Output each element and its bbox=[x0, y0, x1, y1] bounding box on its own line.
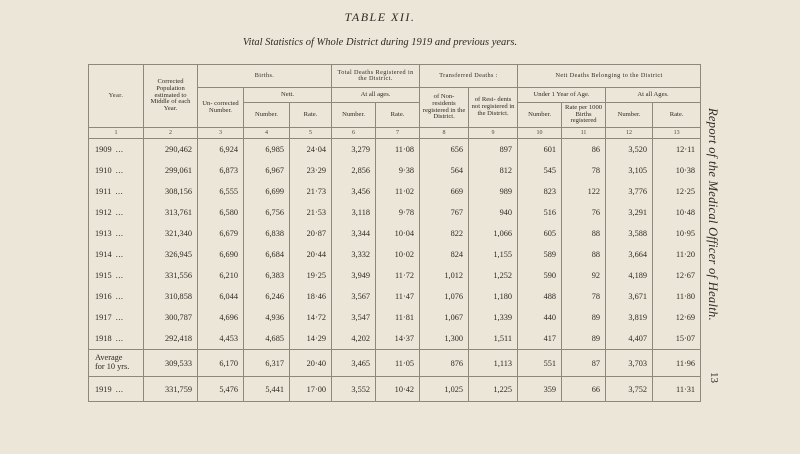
nett-death-rate-cell: 10·95 bbox=[653, 223, 701, 244]
total-deaths-cell: 2,856 bbox=[332, 160, 376, 181]
header-at-all-ages-nett: At all Ages. bbox=[606, 88, 701, 103]
total-death-rate-cell: 9·38 bbox=[376, 160, 420, 181]
infant-mortality-rate-cell: 88 bbox=[562, 244, 606, 265]
average-period-label: for 10 yrs. bbox=[95, 362, 130, 371]
birth-rate-cell: 24·04 bbox=[290, 139, 332, 161]
nett-death-rate-cell: 12·69 bbox=[653, 307, 701, 328]
total-death-rate-cell: 11·81 bbox=[376, 307, 420, 328]
leader-dots: ... bbox=[115, 334, 124, 343]
non-resident-deaths-cell: 656 bbox=[420, 139, 469, 161]
uncorrected-births-cell: 6,170 bbox=[198, 350, 244, 377]
resident-deaths-elsewhere-cell: 812 bbox=[469, 160, 518, 181]
header-uncorrected: Un- corrected Number. bbox=[198, 88, 244, 128]
non-resident-deaths-cell: 824 bbox=[420, 244, 469, 265]
infant-deaths-cell: 417 bbox=[518, 328, 562, 350]
header-transferred-deaths: Transferred Deaths : bbox=[420, 65, 518, 88]
header-nett-rate: Rate. bbox=[290, 103, 332, 128]
total-death-rate-cell: 10·02 bbox=[376, 244, 420, 265]
resident-deaths-elsewhere-cell: 1,155 bbox=[469, 244, 518, 265]
nett-births-cell: 4,685 bbox=[244, 328, 290, 350]
column-number: 5 bbox=[290, 128, 332, 139]
header-under-1-year: Under 1 Year of Age. bbox=[518, 88, 606, 103]
population-cell: 331,759 bbox=[144, 377, 198, 402]
leader-dots: ... bbox=[115, 250, 124, 259]
infant-mortality-rate-cell: 86 bbox=[562, 139, 606, 161]
nett-deaths-cell: 3,105 bbox=[606, 160, 653, 181]
header-nett-number: Number. bbox=[244, 103, 290, 128]
header-under1-rate: Rate per 1000 Births registered bbox=[562, 103, 606, 128]
year-label: 1919 bbox=[95, 384, 112, 394]
nett-births-cell: 6,699 bbox=[244, 181, 290, 202]
table-body bbox=[89, 139, 701, 402]
uncorrected-births-cell: 6,690 bbox=[198, 244, 244, 265]
leader-dots: ... bbox=[115, 229, 124, 238]
year-label: 1910 bbox=[95, 166, 112, 175]
population-cell: 290,462 bbox=[144, 139, 198, 161]
population-cell: 331,556 bbox=[144, 265, 198, 286]
year-label: 1917 bbox=[95, 313, 112, 322]
total-deaths-cell: 3,118 bbox=[332, 202, 376, 223]
header-population: Corrected Population estimated to Middle of each Year. bbox=[144, 65, 198, 128]
population-cell: 292,418 bbox=[144, 328, 198, 350]
year-cell bbox=[89, 328, 144, 350]
year-label: 1909 bbox=[95, 145, 112, 154]
resident-deaths-elsewhere-cell: 1,339 bbox=[469, 307, 518, 328]
table-row bbox=[89, 202, 701, 223]
infant-mortality-rate-cell: 76 bbox=[562, 202, 606, 223]
infant-mortality-rate-cell: 78 bbox=[562, 160, 606, 181]
infant-mortality-rate-cell: 78 bbox=[562, 286, 606, 307]
nett-death-rate-cell: 11·96 bbox=[653, 350, 701, 377]
birth-rate-cell: 14·29 bbox=[290, 328, 332, 350]
infant-mortality-rate-cell: 87 bbox=[562, 350, 606, 377]
nett-births-cell: 6,246 bbox=[244, 286, 290, 307]
nett-deaths-cell: 3,291 bbox=[606, 202, 653, 223]
population-cell: 326,945 bbox=[144, 244, 198, 265]
page-subtitle: Vital Statistics of Whole District during 1919 and previous years. bbox=[242, 37, 518, 48]
birth-rate-cell: 18·46 bbox=[290, 286, 332, 307]
header-nett: Nett. bbox=[244, 88, 332, 103]
uncorrected-births-cell: 6,210 bbox=[198, 265, 244, 286]
column-number: 8 bbox=[420, 128, 469, 139]
nett-deaths-cell: 4,189 bbox=[606, 265, 653, 286]
column-number: 11 bbox=[562, 128, 606, 139]
resident-deaths-elsewhere-cell: 1,511 bbox=[469, 328, 518, 350]
total-death-rate-cell: 11·72 bbox=[376, 265, 420, 286]
birth-rate-cell: 21·53 bbox=[290, 202, 332, 223]
header-total-rate: Rate. bbox=[376, 103, 420, 128]
leader-dots: ... bbox=[115, 145, 124, 154]
non-resident-deaths-cell: 876 bbox=[420, 350, 469, 377]
year-cell bbox=[89, 265, 144, 286]
total-death-rate-cell: 10·04 bbox=[376, 223, 420, 244]
infant-deaths-cell: 488 bbox=[518, 286, 562, 307]
nett-death-rate-cell: 12·67 bbox=[653, 265, 701, 286]
total-deaths-cell: 3,279 bbox=[332, 139, 376, 161]
infant-mortality-rate-cell: 89 bbox=[562, 328, 606, 350]
column-number: 4 bbox=[244, 128, 290, 139]
non-resident-deaths-cell: 1,012 bbox=[420, 265, 469, 286]
year-label: 1914 bbox=[95, 250, 112, 259]
year-cell bbox=[89, 160, 144, 181]
header-non-residents: of Non- residents registered in the District. bbox=[420, 88, 469, 128]
infant-mortality-rate-cell: 122 bbox=[562, 181, 606, 202]
year-cell bbox=[89, 223, 144, 244]
nett-births-cell: 6,756 bbox=[244, 202, 290, 223]
infant-mortality-rate-cell: 89 bbox=[562, 307, 606, 328]
nett-deaths-cell: 3,671 bbox=[606, 286, 653, 307]
total-deaths-cell: 3,552 bbox=[332, 377, 376, 402]
nett-deaths-cell: 3,752 bbox=[606, 377, 653, 402]
non-resident-deaths-cell: 1,067 bbox=[420, 307, 469, 328]
population-cell: 313,761 bbox=[144, 202, 198, 223]
uncorrected-births-cell: 6,924 bbox=[198, 139, 244, 161]
population-cell: 300,787 bbox=[144, 307, 198, 328]
leader-dots: ... bbox=[115, 384, 124, 394]
infant-mortality-rate-cell: 88 bbox=[562, 223, 606, 244]
table-row bbox=[89, 350, 701, 377]
total-death-rate-cell: 11·47 bbox=[376, 286, 420, 307]
infant-deaths-cell: 590 bbox=[518, 265, 562, 286]
year-label: 1918 bbox=[95, 334, 112, 343]
nett-births-cell: 6,684 bbox=[244, 244, 290, 265]
column-number: 7 bbox=[376, 128, 420, 139]
uncorrected-births-cell: 5,476 bbox=[198, 377, 244, 402]
resident-deaths-elsewhere-cell: 989 bbox=[469, 181, 518, 202]
nett-death-rate-cell: 11·20 bbox=[653, 244, 701, 265]
non-resident-deaths-cell: 767 bbox=[420, 202, 469, 223]
year-cell bbox=[89, 139, 144, 161]
column-number: 10 bbox=[518, 128, 562, 139]
table-row bbox=[89, 328, 701, 350]
total-death-rate-cell: 9·78 bbox=[376, 202, 420, 223]
year-cell bbox=[89, 377, 144, 402]
column-number: 6 bbox=[332, 128, 376, 139]
year-cell bbox=[89, 181, 144, 202]
nett-deaths-cell: 3,588 bbox=[606, 223, 653, 244]
non-resident-deaths-cell: 564 bbox=[420, 160, 469, 181]
table-row bbox=[89, 244, 701, 265]
uncorrected-births-cell: 6,555 bbox=[198, 181, 244, 202]
header-births: Births. bbox=[198, 65, 332, 88]
header-all-number: Number. bbox=[606, 103, 653, 128]
infant-deaths-cell: 605 bbox=[518, 223, 562, 244]
uncorrected-births-cell: 4,696 bbox=[198, 307, 244, 328]
birth-rate-cell: 23·29 bbox=[290, 160, 332, 181]
birth-rate-cell: 20·44 bbox=[290, 244, 332, 265]
nett-death-rate-cell: 10·48 bbox=[653, 202, 701, 223]
population-cell: 321,340 bbox=[144, 223, 198, 244]
infant-deaths-cell: 601 bbox=[518, 139, 562, 161]
column-number-row bbox=[89, 128, 701, 139]
year-label: 1911 bbox=[95, 187, 112, 196]
column-number: 2 bbox=[144, 128, 198, 139]
non-resident-deaths-cell: 1,025 bbox=[420, 377, 469, 402]
header-all-rate: Rate. bbox=[653, 103, 701, 128]
infant-deaths-cell: 545 bbox=[518, 160, 562, 181]
year-label: 1912 bbox=[95, 208, 112, 217]
nett-deaths-cell: 3,776 bbox=[606, 181, 653, 202]
nett-births-cell: 6,838 bbox=[244, 223, 290, 244]
leader-dots: ... bbox=[115, 208, 124, 217]
infant-deaths-cell: 589 bbox=[518, 244, 562, 265]
infant-deaths-cell: 440 bbox=[518, 307, 562, 328]
year-cell bbox=[89, 350, 144, 377]
year-cell bbox=[89, 244, 144, 265]
column-number: 1 bbox=[89, 128, 144, 139]
leader-dots: ... bbox=[115, 313, 124, 322]
year-cell bbox=[89, 286, 144, 307]
header-year: Year. bbox=[89, 65, 144, 128]
uncorrected-births-cell: 4,453 bbox=[198, 328, 244, 350]
total-deaths-cell: 3,332 bbox=[332, 244, 376, 265]
non-resident-deaths-cell: 822 bbox=[420, 223, 469, 244]
year-cell bbox=[89, 202, 144, 223]
non-resident-deaths-cell: 669 bbox=[420, 181, 469, 202]
page-title: TABLE XII. bbox=[344, 10, 416, 24]
non-resident-deaths-cell: 1,076 bbox=[420, 286, 469, 307]
nett-births-cell: 5,441 bbox=[244, 377, 290, 402]
uncorrected-births-cell: 6,580 bbox=[198, 202, 244, 223]
infant-mortality-rate-cell: 66 bbox=[562, 377, 606, 402]
leader-dots: ... bbox=[115, 187, 124, 196]
year-label: 1913 bbox=[95, 229, 112, 238]
header-total-number: Number. bbox=[332, 103, 376, 128]
resident-deaths-elsewhere-cell: 1,252 bbox=[469, 265, 518, 286]
table-row bbox=[89, 139, 701, 161]
uncorrected-births-cell: 6,873 bbox=[198, 160, 244, 181]
header-at-all-ages: At all ages. bbox=[332, 88, 420, 103]
nett-births-cell: 4,936 bbox=[244, 307, 290, 328]
year-cell bbox=[89, 307, 144, 328]
header-residents-not-registered: of Resi- dents not registered in the District. bbox=[469, 88, 518, 128]
table-row bbox=[89, 286, 701, 307]
nett-births-cell: 6,317 bbox=[244, 350, 290, 377]
resident-deaths-elsewhere-cell: 940 bbox=[469, 202, 518, 223]
running-head: Report of the Medical Officer of Health. bbox=[706, 108, 720, 321]
table-row bbox=[89, 265, 701, 286]
total-deaths-cell: 3,567 bbox=[332, 286, 376, 307]
infant-mortality-rate-cell: 92 bbox=[562, 265, 606, 286]
birth-rate-cell: 17·00 bbox=[290, 377, 332, 402]
nett-death-rate-cell: 11·80 bbox=[653, 286, 701, 307]
nett-deaths-cell: 3,664 bbox=[606, 244, 653, 265]
resident-deaths-elsewhere-cell: 1,225 bbox=[469, 377, 518, 402]
population-cell: 299,061 bbox=[144, 160, 198, 181]
birth-rate-cell: 20·87 bbox=[290, 223, 332, 244]
population-cell: 309,533 bbox=[144, 350, 198, 377]
total-deaths-cell: 3,547 bbox=[332, 307, 376, 328]
nett-deaths-cell: 3,520 bbox=[606, 139, 653, 161]
nett-deaths-cell: 3,819 bbox=[606, 307, 653, 328]
nett-death-rate-cell: 12·25 bbox=[653, 181, 701, 202]
header-total-deaths: Total Deaths Registered in the District. bbox=[332, 65, 420, 88]
total-deaths-cell: 3,949 bbox=[332, 265, 376, 286]
leader-dots: ... bbox=[115, 271, 124, 280]
birth-rate-cell: 20·40 bbox=[290, 350, 332, 377]
total-death-rate-cell: 10·42 bbox=[376, 377, 420, 402]
leader-dots: ... bbox=[115, 166, 124, 175]
leader-dots: ... bbox=[115, 292, 124, 301]
table-row bbox=[89, 377, 701, 402]
total-death-rate-cell: 11·08 bbox=[376, 139, 420, 161]
total-deaths-cell: 4,202 bbox=[332, 328, 376, 350]
non-resident-deaths-cell: 1,300 bbox=[420, 328, 469, 350]
nett-death-rate-cell: 15·07 bbox=[653, 328, 701, 350]
infant-deaths-cell: 516 bbox=[518, 202, 562, 223]
birth-rate-cell: 14·72 bbox=[290, 307, 332, 328]
nett-deaths-cell: 4,407 bbox=[606, 328, 653, 350]
total-deaths-cell: 3,456 bbox=[332, 181, 376, 202]
table-row bbox=[89, 223, 701, 244]
nett-births-cell: 6,967 bbox=[244, 160, 290, 181]
total-death-rate-cell: 14·37 bbox=[376, 328, 420, 350]
total-death-rate-cell: 11·02 bbox=[376, 181, 420, 202]
vital-statistics-table bbox=[88, 64, 701, 402]
year-label: 1915 bbox=[95, 271, 112, 280]
header-nett-deaths: Nett Deaths Belonging to the District bbox=[518, 65, 701, 88]
infant-deaths-cell: 551 bbox=[518, 350, 562, 377]
nett-death-rate-cell: 12·11 bbox=[653, 139, 701, 161]
column-number: 3 bbox=[198, 128, 244, 139]
resident-deaths-elsewhere-cell: 897 bbox=[469, 139, 518, 161]
resident-deaths-elsewhere-cell: 1,066 bbox=[469, 223, 518, 244]
year-label: 1916 bbox=[95, 292, 112, 301]
nett-births-cell: 6,985 bbox=[244, 139, 290, 161]
total-deaths-cell: 3,344 bbox=[332, 223, 376, 244]
table-row bbox=[89, 160, 701, 181]
population-cell: 310,858 bbox=[144, 286, 198, 307]
table-row bbox=[89, 181, 701, 202]
birth-rate-cell: 21·73 bbox=[290, 181, 332, 202]
infant-deaths-cell: 823 bbox=[518, 181, 562, 202]
nett-death-rate-cell: 10·38 bbox=[653, 160, 701, 181]
total-death-rate-cell: 11·05 bbox=[376, 350, 420, 377]
nett-death-rate-cell: 11·31 bbox=[653, 377, 701, 402]
column-number: 13 bbox=[653, 128, 701, 139]
table-row bbox=[89, 307, 701, 328]
nett-deaths-cell: 3,703 bbox=[606, 350, 653, 377]
resident-deaths-elsewhere-cell: 1,180 bbox=[469, 286, 518, 307]
column-number: 9 bbox=[469, 128, 518, 139]
page-number: 13 bbox=[708, 372, 720, 383]
birth-rate-cell: 19·25 bbox=[290, 265, 332, 286]
uncorrected-births-cell: 6,044 bbox=[198, 286, 244, 307]
population-cell: 308,156 bbox=[144, 181, 198, 202]
uncorrected-births-cell: 6,679 bbox=[198, 223, 244, 244]
nett-births-cell: 6,383 bbox=[244, 265, 290, 286]
average-label: Average bbox=[95, 353, 123, 363]
header-under1-number: Number. bbox=[518, 103, 562, 128]
infant-deaths-cell: 359 bbox=[518, 377, 562, 402]
column-number: 12 bbox=[606, 128, 653, 139]
resident-deaths-elsewhere-cell: 1,113 bbox=[469, 350, 518, 377]
total-deaths-cell: 3,465 bbox=[332, 350, 376, 377]
